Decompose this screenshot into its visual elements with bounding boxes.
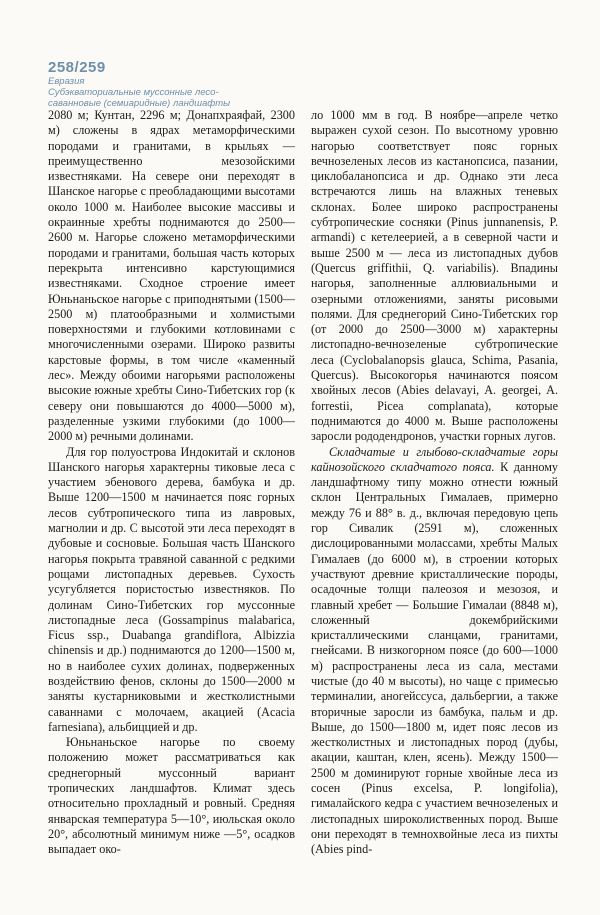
right-paragraph-2 — [311, 445, 558, 858]
header-region: Евразия — [48, 76, 85, 87]
running-header — [48, 60, 308, 109]
right-column — [311, 108, 558, 858]
right-paragraph-2-body: К данному ландшафтному типу можно отнести южный склон Центральных Гималаев, примерно между 76 и 88° в. д., включая передовую цепь гор Сивалик (2591 м), сложенных дислоцированными молассами, хребты Малых Гималаев (до 6000 м), в строении которых участвуют древние кристаллические породы, осадочные толщи палеозоя и мезозоя, и главный хребет — Большие Гималаи (8848 м), сложенный докембрийскими кристаллическими сланцами, гранитами, гнейсами. В низкогорном поясе (до 600—1000 м) распространены леса из сала, местами чистые (до 40 м высоты), но чаще с примесью терминалии, аногейссуса, дальбергии, а также вторичные заросли из бамбука, пальм и др. Выше, до 1500—1800 м, идет пояс лесов из жестколистных и листопадных пород (дубы, акации, каштан, клен, ясень). Между 1500—2500 м доминируют горные хвойные леса из сосен (Pinus excelsa, P. longifolia), гималайского кедра с участием вечнозеленых и листопадных широколиственных пород. Выше они переходят в темнохвойные леса из пихты (Abies pind- — [311, 459, 559, 857]
left-column — [48, 108, 295, 858]
right-paragraph-1: ло 1000 мм в год. В ноябре—апреле четко выражен сухой сезон. По высотному уровню нагорью соответствует пояс горных вечнозеленых лесов из кастанопсиса, пазании, циклобаланопсиса и др. Однако эти леса встречаются лишь на влажных теневых склонах. Более широко распространены субтропические сосняки (Pinus junnanensis, P. armandi) с кетелеерией, а в северной части и выше 2500 м — леса из листопадных дубов (Quercus griffithii, Q. variabilis). Впадины нагорья, заполненные аллювиальными и озерными отложениями, заняты рисовыми полями. Для среднегорий Сино-Тибетских гор (от 2000 до 2500—3000 м) характерны листопадно-вечнозеленые субтропические леса (Cyclobalanopsis glauca, Schima, Pasania, Quercus). Высокогорья начинаются поясом хвойных лесов (Abies delavayi, A. georgei, A. forrestii, Picea complanata), которые поднимаются до 4000 м. Выше расположены заросли рододендронов, участки горных лугов. — [311, 108, 558, 444]
section-heading: Складчатые и глыбово-складчатые горы кайнозойского складчатого пояса. — [311, 444, 558, 474]
header-section-title-line2: саванновые (семиаридные) ландшафты — [48, 98, 231, 109]
left-paragraph-1: 2080 м; Кунтан, 2296 м; Донапхраяфай, 2300 м) сложены в ядрах метаморфическими породами и гранитами, в крыльях — преимущественно мезозойскими известняками. На севере они переходят в Шанское нагорье с преобладающими высотами около 1000 м. Наиболее высокие массивы и окраинные хребты поднимаются до 2500—2600 м. Нагорье сложено метаморфическими породами и гранитами, большая часть которых перекрыта интенсивно карстующимися известняками. Сходное строение имеет Юньнаньское нагорье с приподнятыми (1500—2500 м) платообразными и холмистыми поверхностями и глубокими котловинами с многочисленными озерами. Широко развиты карстовые формы, в том числе «каменный лес». Между обоими нагорьями расположены высокие южные хребты Сино-Тибетских гор (к северу они повышаются до 4000—5000 м), разделенные узкими глубокими (до 1000—2000 м) речными долинами. — [48, 108, 295, 444]
left-paragraph-3: Юньнаньское нагорье по своему положению может рассматриваться как среднегорный муссонный вариант тропических ландшафтов. Климат здесь относительно прохладный и ровный. Средняя январская температура 5—10°, июльская около 20°, абсолютный минимум ниже —5°, осадков выпадает око- — [48, 735, 295, 857]
left-paragraph-2: Для гор полуострова Индокитай и склонов Шанского нагорья характерны тиковые леса с участием эбенового дерева, бамбука и др. Выше 1200—1500 м начинается пояс горных лесов субтропического типа из лавровых, магнолии и др. С высотой эти леса переходят в дубовые и сосновые. Большая часть Шанского нагорья покрыта травяной саванной с редкими рощами листопадных деревьев. Сухость усугубляется пористостью известняков. По долинам Сино-Тибетских гор муссонные листопадные леса (Gossampinus malabarica, Ficus ssp., Duabanga grandiflora, Albizzia chinensis и др.) поднимаются до 1200—1500 м, но в наиболее сухих долинах, подверженных воздействию фенов, склоны до 1500—2000 м заняты кустарниковыми и жестколистными саваннами с молочаем, акацией (Acacia farnesiana), альбиццией и др. — [48, 444, 295, 734]
header-section-title-line1: Субэкваториальные муссонные лесо- — [48, 87, 219, 98]
page-number: 258/259 — [48, 59, 106, 76]
